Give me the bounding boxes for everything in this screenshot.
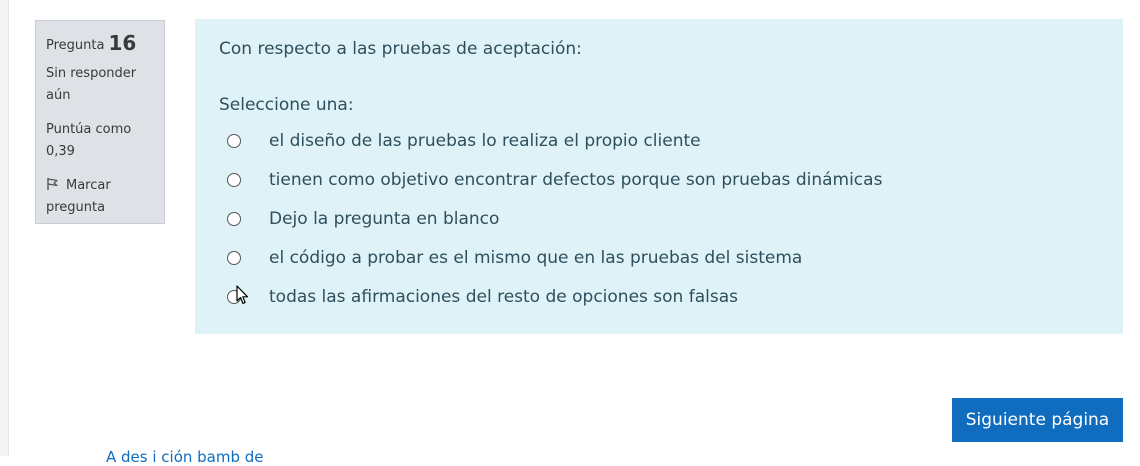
question-info-panel	[35, 20, 165, 224]
answer-option[interactable]	[219, 199, 1099, 238]
answer-radio[interactable]	[227, 173, 241, 187]
question-label: Pregunta	[46, 38, 105, 53]
flag-question-link[interactable]	[46, 175, 154, 219]
answer-label[interactable]: tienen como objetivo encontrar defectos porque son pruebas dinámicas	[269, 169, 883, 190]
bottom-navigation-link[interactable]: A des i ción bamb de	[106, 448, 264, 466]
answer-label[interactable]: el diseño de las pruebas lo realiza el propio cliente	[269, 130, 701, 151]
mouse-cursor-icon	[236, 285, 250, 305]
answer-radio[interactable]	[227, 134, 241, 148]
answer-radio[interactable]	[227, 212, 241, 226]
flag-icon	[46, 177, 60, 191]
answer-option[interactable]	[219, 238, 1099, 277]
answer-label[interactable]: Dejo la pregunta en blanco	[269, 208, 500, 229]
next-page-button[interactable]: Siguiente página	[952, 398, 1123, 442]
question-grade: Puntúa como 0,39	[46, 122, 132, 159]
answer-option[interactable]	[219, 121, 1099, 160]
answer-label[interactable]: el código a probar es el mismo que en las pruebas del sistema	[269, 247, 803, 268]
left-border	[0, 0, 9, 456]
answer-option[interactable]	[219, 160, 1099, 199]
question-text: Con respecto a las pruebas de aceptación:	[219, 39, 582, 59]
answer-label[interactable]: todas las afirmaciones del resto de opciones son falsas	[269, 286, 738, 307]
flag-label: Marcar pregunta	[46, 178, 111, 215]
answer-option[interactable]	[219, 277, 1099, 316]
question-content	[195, 19, 1123, 334]
answer-radio[interactable]	[227, 251, 241, 265]
question-number-line	[46, 30, 154, 59]
answer-prompt: Seleccione una:	[219, 95, 354, 115]
question-number: 16	[108, 31, 137, 55]
question-state: Sin responder aún	[46, 66, 137, 103]
